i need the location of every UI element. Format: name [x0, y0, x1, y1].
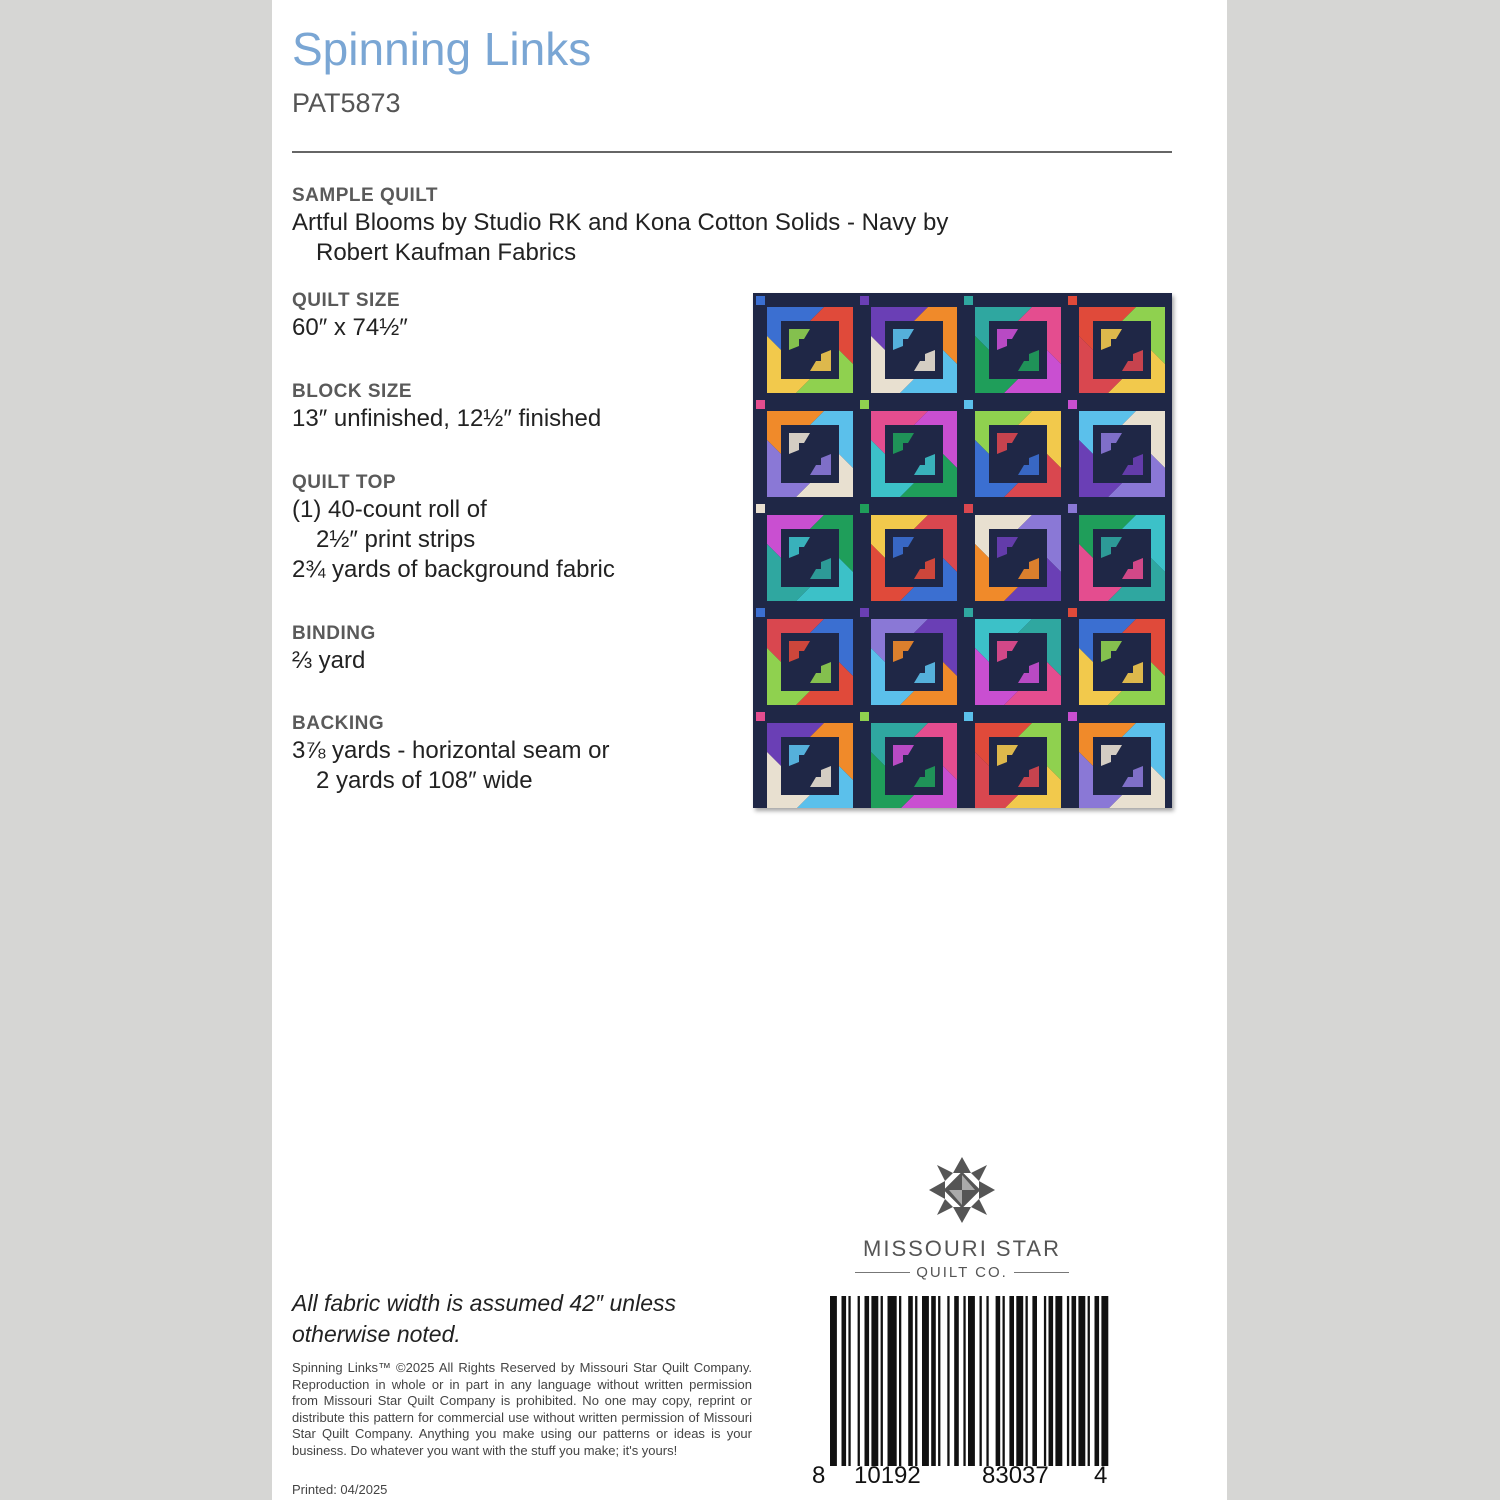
quilt-piece [1079, 648, 1122, 705]
quilt-piece [997, 745, 1018, 766]
quilt-piece [871, 544, 914, 601]
cornerstone [860, 608, 869, 617]
barcode-bar [938, 1296, 940, 1466]
quilt-piece [1101, 329, 1122, 350]
barcode-bar [1067, 1296, 1069, 1466]
barcode-bar [871, 1296, 878, 1466]
quilt-block [871, 411, 957, 497]
quilt-piece [789, 433, 810, 454]
barcode-bar [1101, 1296, 1108, 1466]
quilt-piece [914, 307, 957, 364]
quilt-piece [975, 752, 1018, 808]
barcode-bar [899, 1296, 901, 1466]
quilt-block [975, 307, 1061, 393]
quilt-piece [914, 619, 957, 676]
quilt-piece [767, 752, 810, 808]
barcode-bar [888, 1296, 897, 1466]
quilt-piece [810, 662, 831, 683]
quilt-piece [1122, 662, 1143, 683]
quilt-piece [914, 411, 957, 468]
cornerstone [860, 712, 869, 721]
cornerstone [1068, 296, 1077, 305]
quilt-piece [975, 336, 1018, 393]
quilt-piece [1101, 641, 1122, 662]
quilt-block [1079, 619, 1165, 705]
copyright-text: Spinning Links™ ©2025 All Rights Reserved by Missouri Star Quilt Company. Reproduction in whole or in part in any language without written permission from Missouri Star Quilt Company is prohibited. No one may copy, reprint or distribute this pattern for commercial use without written permission of Missouri Star Quilt Company. Anything you make using our patterns or ideas is your business. Do whatever you want with the stuff you make; it's yours! [292, 1360, 752, 1458]
quilt-piece [1122, 558, 1143, 579]
cornerstone [1068, 400, 1077, 409]
quilt-piece [1122, 411, 1165, 468]
section-label: QUILT SIZE [292, 290, 401, 311]
quilt-piece [1101, 745, 1122, 766]
quilt-piece [810, 411, 853, 468]
barcode-bar [858, 1296, 860, 1466]
barcode-digit-group: 83037 [982, 1462, 1049, 1489]
brand-name: MISSOURI STAR [863, 1236, 1061, 1261]
brand-subtitle: QUILT CO. [916, 1264, 1008, 1281]
barcode-bar [1088, 1296, 1090, 1466]
barcode-bar [881, 1296, 883, 1466]
quilt-piece [914, 766, 935, 787]
cornerstone [756, 608, 765, 617]
quilt-piece [1101, 537, 1122, 558]
quilt-piece [975, 440, 1018, 497]
barcode-digit-group: 8 [812, 1462, 826, 1489]
barcode-digit-group: 10192 [854, 1462, 921, 1489]
barcode-bar [842, 1296, 847, 1466]
quilt-piece [767, 648, 810, 705]
quilt-piece [789, 641, 810, 662]
cornerstone [964, 712, 973, 721]
quilt-size-section [292, 289, 408, 343]
quilt-piece [1018, 766, 1039, 787]
section-text: 60″ x 74½″ [292, 314, 408, 341]
barcode-bar [1078, 1296, 1085, 1466]
barcode-bar [968, 1296, 975, 1466]
quilt-piece [789, 537, 810, 558]
cornerstone [964, 608, 973, 617]
quilt-piece [893, 329, 914, 350]
cornerstone [860, 296, 869, 305]
quilt-piece [810, 350, 831, 371]
quilt-piece [1122, 350, 1143, 371]
section-text: (1) 40-count roll of [292, 496, 487, 523]
quilt-piece [1018, 411, 1061, 468]
quilt-piece [1018, 723, 1061, 780]
section-label: QUILT TOP [292, 472, 397, 493]
section-text: ⅔ yard [292, 647, 366, 674]
quilt-piece [810, 515, 853, 572]
barcode [830, 1296, 1110, 1466]
quilt-piece [914, 723, 957, 780]
quilt-piece [871, 752, 914, 808]
section-label: BLOCK SIZE [292, 381, 413, 402]
barcode-bar [1032, 1296, 1037, 1466]
quilt-piece [767, 544, 810, 601]
cornerstone [756, 504, 765, 513]
divider [292, 151, 1172, 153]
quilt-piece [975, 648, 1018, 705]
barcode-digits [812, 1462, 1112, 1492]
cornerstone [1068, 712, 1077, 721]
quilt-piece [789, 745, 810, 766]
backing-section [292, 712, 609, 796]
cornerstone [1068, 504, 1077, 513]
quilt-piece [893, 641, 914, 662]
section-text: 2½″ print strips [316, 526, 476, 553]
cornerstone [1068, 608, 1077, 617]
barcode-bar [980, 1296, 982, 1466]
quilt-piece [997, 329, 1018, 350]
quilt-piece [997, 537, 1018, 558]
quilt-piece [1122, 515, 1165, 572]
barcode-bar [1026, 1296, 1028, 1466]
barcode-bar [1072, 1296, 1077, 1466]
section-text: 13″ unfinished, 12½″ finished [292, 405, 602, 432]
pattern-back-page [272, 0, 1227, 1500]
barcode-bar [1016, 1296, 1023, 1466]
cornerstone [964, 296, 973, 305]
barcode-bar [865, 1296, 870, 1466]
quilt-piece [871, 440, 914, 497]
quilt-photo [753, 293, 1172, 808]
cornerstone [756, 712, 765, 721]
quilt-piece [1122, 454, 1143, 475]
quilt-piece [1122, 619, 1165, 676]
cornerstone [964, 504, 973, 513]
quilt-piece [914, 662, 935, 683]
printed-date: Printed: 04/2025 [292, 1482, 388, 1497]
quilt-piece [997, 433, 1018, 454]
quilt-piece [1079, 336, 1122, 393]
section-label: BACKING [292, 713, 385, 734]
section-label: BINDING [292, 623, 376, 644]
quilt-piece [1018, 558, 1039, 579]
barcode-bar [908, 1296, 913, 1466]
quilt-block [975, 723, 1061, 808]
barcode-bar [954, 1296, 959, 1466]
barcode-bar [922, 1296, 929, 1466]
quilt-piece [1018, 307, 1061, 364]
cornerstone [860, 504, 869, 513]
barcode-bar [1044, 1296, 1046, 1466]
brand-rule-left [855, 1272, 910, 1273]
quilt-piece [914, 558, 935, 579]
quilt-block [1079, 411, 1165, 497]
barcode-bar [1009, 1296, 1014, 1466]
quilt-block [871, 515, 957, 601]
quilt-piece [1122, 766, 1143, 787]
quilt-piece [767, 336, 810, 393]
quilt-piece [1079, 544, 1122, 601]
quilt-piece [789, 329, 810, 350]
barcode-bar [830, 1296, 837, 1466]
quilt-block [1079, 723, 1165, 808]
cornerstone [860, 400, 869, 409]
quilt-block [1079, 515, 1165, 601]
quilt-block [975, 515, 1061, 601]
barcode-digit-group: 4 [1094, 1462, 1108, 1489]
section-text: 2 yards of 108″ wide [316, 767, 533, 794]
quilt-piece [893, 745, 914, 766]
quilt-piece [1018, 350, 1039, 371]
section-text: Robert Kaufman Fabrics [316, 239, 577, 266]
quilt-piece [1018, 515, 1061, 572]
quilt-block [767, 723, 853, 808]
cornerstone [756, 296, 765, 305]
quilt-piece [997, 641, 1018, 662]
quilt-piece [767, 440, 810, 497]
quilt-piece [975, 544, 1018, 601]
cornerstone [964, 400, 973, 409]
quilt-piece [871, 336, 914, 393]
quilt-block [767, 307, 853, 393]
binding-section [292, 622, 376, 676]
quilt-top-section [292, 471, 615, 585]
quilt-piece [893, 433, 914, 454]
quilt-piece [914, 454, 935, 475]
quilt-block [1079, 307, 1165, 393]
quilt-piece [810, 454, 831, 475]
pattern-code: PAT5873 [292, 88, 401, 118]
quilt-piece [1079, 440, 1122, 497]
section-text: 3⅞ yards - horizontal seam or [292, 737, 610, 764]
block-size-section [292, 380, 601, 434]
quilt-block [975, 619, 1061, 705]
quilt-block [871, 307, 957, 393]
section-text: Artful Blooms by Studio RK and Kona Cotton Solids - Navy by [292, 209, 949, 236]
quilt-piece [810, 723, 853, 780]
barcode-bar [986, 1296, 988, 1466]
quilt-block [767, 619, 853, 705]
cornerstone [756, 400, 765, 409]
quilt-piece [1018, 454, 1039, 475]
quilt-piece [1018, 619, 1061, 676]
quilt-block [767, 411, 853, 497]
quilt-piece [1018, 662, 1039, 683]
quilt-piece [1101, 433, 1122, 454]
quilt-piece [914, 350, 935, 371]
barcode-bar [915, 1296, 917, 1466]
barcode-bar [1003, 1296, 1005, 1466]
barcode-bar [1055, 1296, 1062, 1466]
quilt-illustration [753, 293, 1172, 808]
section-label: SAMPLE QUILT [292, 185, 439, 206]
quilt-piece [1122, 723, 1165, 780]
quilt-piece [1122, 307, 1165, 364]
star-logo-icon [927, 1155, 997, 1225]
quilt-block [767, 515, 853, 601]
quilt-piece [871, 648, 914, 705]
brand-rule-right [1014, 1272, 1069, 1273]
quilt-block [975, 411, 1061, 497]
barcode-bar [963, 1296, 965, 1466]
fabric-width-note: All fabric width is assumed 42″ unless otherwise noted. [292, 1290, 676, 1347]
quilt-piece [810, 307, 853, 364]
section-text: 2¾ yards of background fabric [292, 556, 615, 583]
page-title: Spinning Links [292, 23, 592, 75]
brand-logo [844, 1155, 1080, 1281]
barcode-bar [848, 1296, 850, 1466]
barcode-bar [947, 1296, 949, 1466]
quilt-piece [893, 537, 914, 558]
quilt-piece [1079, 752, 1122, 808]
quilt-piece [810, 766, 831, 787]
quilt-block [871, 723, 957, 808]
sample-quilt-section [292, 184, 948, 268]
barcode-bar [1095, 1296, 1100, 1466]
brand-subtitle-row [844, 1264, 1080, 1281]
quilt-piece [914, 515, 957, 572]
barcode-bar [1049, 1296, 1054, 1466]
barcode-bar [996, 1296, 1001, 1466]
quilt-piece [810, 558, 831, 579]
barcode-bar [931, 1296, 936, 1466]
quilt-piece [810, 619, 853, 676]
quilt-block [871, 619, 957, 705]
